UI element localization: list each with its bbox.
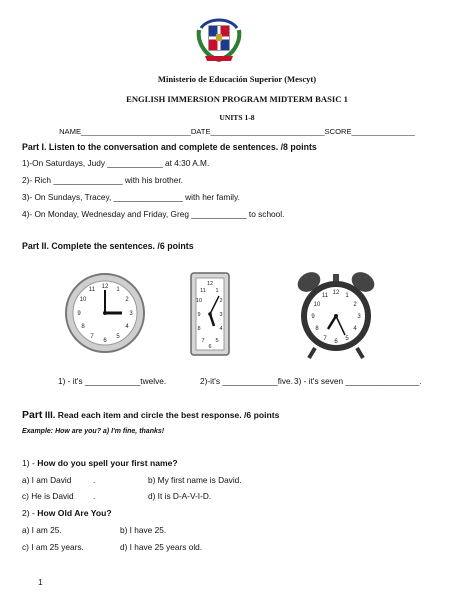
- q2-option-c[interactable]: c) I am 25 years.: [22, 542, 84, 552]
- svg-text:2: 2: [219, 298, 223, 304]
- svg-text:8: 8: [197, 326, 201, 332]
- q2-option-b[interactable]: b) I have 25.: [120, 525, 167, 535]
- svg-text:11: 11: [88, 287, 96, 293]
- svg-text:12: 12: [101, 284, 109, 290]
- svg-text:2: 2: [125, 297, 129, 303]
- svg-text:2: 2: [353, 302, 357, 308]
- svg-text:3: 3: [357, 314, 361, 320]
- part3-heading-rest: Read each item and circle the best response. /6 points: [57, 410, 280, 420]
- svg-text:12: 12: [332, 290, 340, 296]
- svg-text:12: 12: [206, 281, 214, 287]
- svg-text:1: 1: [116, 287, 120, 293]
- svg-text:7: 7: [90, 334, 94, 340]
- svg-text:5: 5: [215, 338, 219, 344]
- name-date-score-fields: NAME__________________________DATE___________________________SCORE_______________: [59, 127, 415, 136]
- svg-text:4: 4: [125, 324, 129, 330]
- part3-example: Example: How are you? a) I'm fine, thanks!: [22, 428, 165, 435]
- svg-text:9: 9: [77, 311, 81, 317]
- part1-item-3: 3)- On Sundays, Tracey, _______________ with her family.: [22, 192, 240, 202]
- question-1-number: 1) -: [22, 458, 38, 468]
- svg-text:4: 4: [353, 326, 357, 332]
- svg-text:9: 9: [197, 312, 201, 318]
- part3-heading-roman: III.: [44, 410, 56, 421]
- svg-text:11: 11: [321, 293, 329, 299]
- question-1: [22, 458, 178, 468]
- svg-text:8: 8: [81, 324, 85, 330]
- question-2: [22, 508, 112, 518]
- alarm-clock: [295, 268, 377, 360]
- part2-answer-1: 1) - it's ____________twelve.: [58, 376, 167, 386]
- svg-text:11: 11: [200, 288, 206, 294]
- q2-option-a[interactable]: a) I am 25.: [22, 525, 62, 535]
- svg-text:10: 10: [79, 297, 87, 303]
- q1-option-c[interactable]: c) He is David: [22, 491, 74, 501]
- svg-text:3: 3: [219, 312, 223, 318]
- part1-item-2: 2)- Rich _______________ with his brother.: [22, 175, 183, 185]
- svg-text:5: 5: [116, 334, 120, 340]
- q1-option-a-dot: .: [93, 475, 96, 485]
- q1-option-d[interactable]: d) It is D-A-V-I-D.: [148, 491, 212, 501]
- part2-answer-2: 2)-it's ____________five.: [200, 376, 293, 386]
- svg-text:6: 6: [334, 339, 338, 345]
- rectangular-clock: [190, 272, 230, 356]
- q1-option-c-dot: .: [93, 491, 96, 501]
- part3-heading: [22, 409, 279, 421]
- question-1-text: How do you spell your first name?: [37, 458, 178, 468]
- svg-text:8: 8: [315, 326, 319, 332]
- q1-option-a[interactable]: a) I am David: [22, 475, 72, 485]
- part1-heading: Part I. Listen to the conversation and complete de sentences. /8 points: [22, 142, 317, 152]
- ministry-title: Ministerio de Educación Superior (Mescyt): [157, 74, 317, 84]
- svg-text:7: 7: [201, 338, 205, 344]
- round-wall-clock: [64, 272, 146, 354]
- page-number: 1: [38, 577, 43, 587]
- question-2-number: 2) -: [22, 508, 38, 518]
- program-title: ENGLISH IMMERSION PROGRAM MIDTERM BASIC 1: [126, 94, 348, 104]
- svg-text:1: 1: [215, 288, 219, 294]
- svg-text:10: 10: [195, 298, 203, 304]
- question-2-text: How Old Are You?: [37, 508, 112, 518]
- svg-text:10: 10: [313, 302, 321, 308]
- units-label: UNITS 1-8: [219, 113, 255, 122]
- q1-option-b[interactable]: b) My first name is David.: [148, 475, 242, 485]
- part1-item-4: 4)- On Monday, Wednesday and Friday, Greg ____________ to school.: [22, 209, 285, 219]
- coat-of-arms-logo: [193, 12, 245, 64]
- svg-text:5: 5: [345, 336, 349, 342]
- svg-text:1: 1: [345, 293, 349, 299]
- part2-answer-3: 3) - it's seven ________________.: [294, 376, 422, 386]
- svg-text:6: 6: [208, 344, 212, 350]
- q2-option-d[interactable]: d) I have 25 years old.: [120, 542, 203, 552]
- part3-heading-prefix: Part: [22, 409, 43, 421]
- svg-text:3: 3: [129, 311, 133, 317]
- part1-item-1: 1)-On Saturdays, Judy ____________ at 4:30 A.M.: [22, 158, 210, 168]
- svg-text:9: 9: [311, 314, 315, 320]
- svg-text:6: 6: [103, 338, 107, 344]
- svg-text:4: 4: [219, 326, 223, 332]
- part2-heading: Part II. Complete the sentences. /6 points: [22, 241, 194, 251]
- svg-text:7: 7: [323, 336, 327, 342]
